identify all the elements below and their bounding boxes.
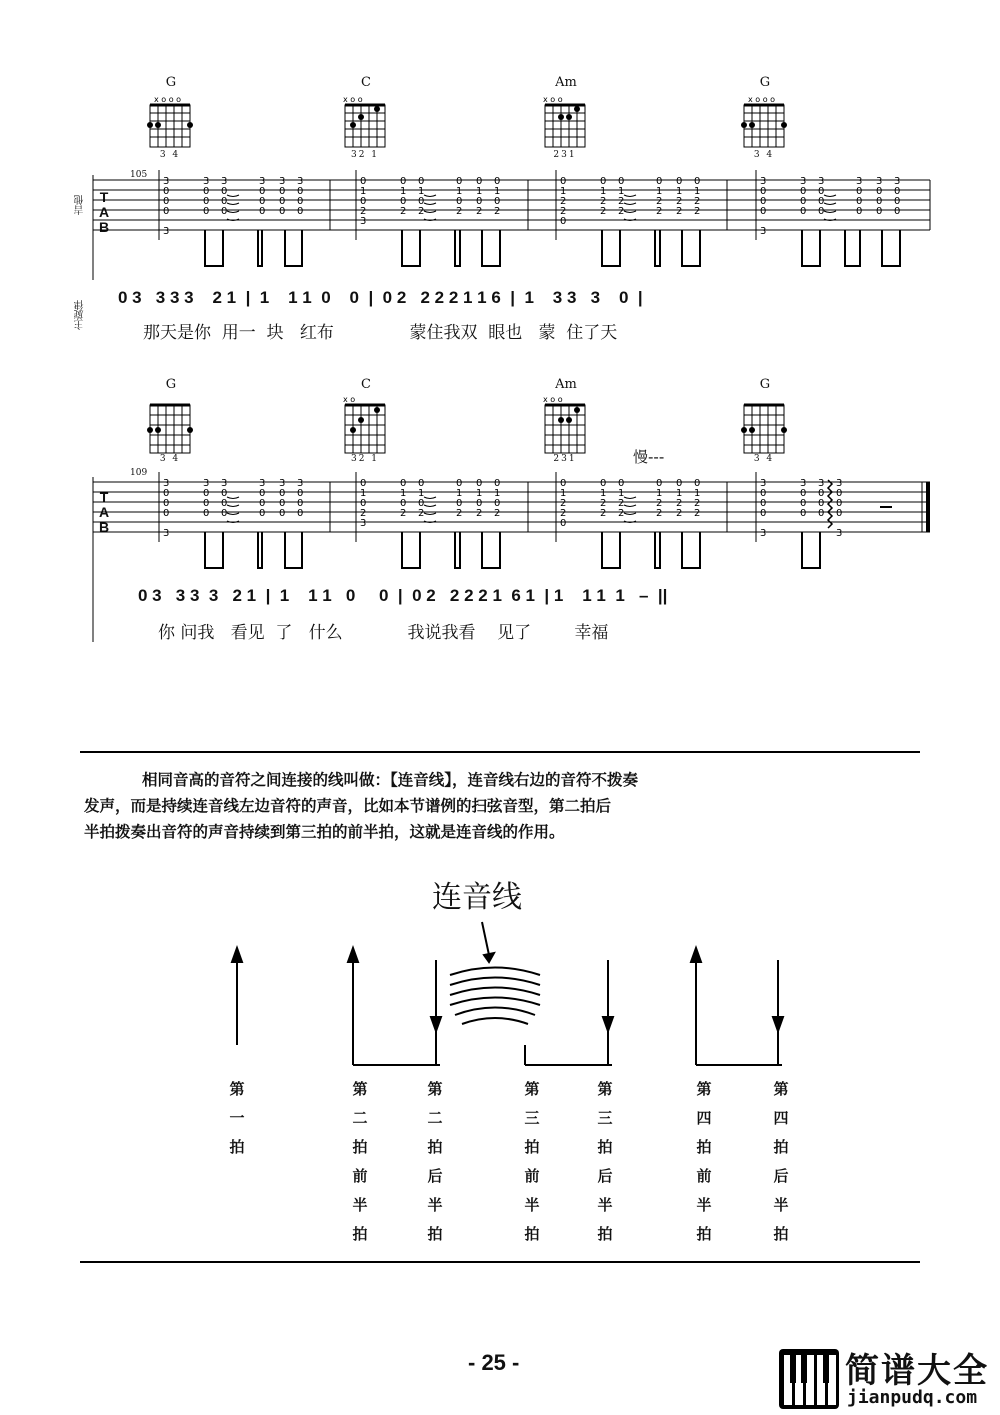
beat-char: 二 xyxy=(427,1109,443,1127)
beat-label xyxy=(694,1075,714,1249)
svg-text:0: 0 xyxy=(760,186,767,197)
svg-text:0: 0 xyxy=(279,196,286,207)
svg-text:0: 0 xyxy=(297,508,304,519)
system-2 xyxy=(0,372,1000,652)
beat-char: 拍 xyxy=(773,1138,789,1156)
beat-char: 拍 xyxy=(229,1138,245,1156)
svg-text:3: 3 xyxy=(836,528,843,539)
beat-char: 前 xyxy=(696,1167,712,1185)
chord-name: G xyxy=(759,377,771,392)
svg-text:0: 0 xyxy=(279,488,286,499)
explanation-line: 半拍拨奏出音符的声音持续到第三拍的前半拍，这就是连音线的作用。 xyxy=(84,823,565,841)
svg-text:0: 0 xyxy=(800,498,807,509)
svg-text:1: 1 xyxy=(600,488,607,499)
svg-text:0: 0 xyxy=(494,478,501,489)
beat-char: 拍 xyxy=(597,1138,613,1156)
chord-name: C xyxy=(361,75,371,90)
brand-logo xyxy=(777,1347,997,1411)
svg-text:0: 0 xyxy=(800,488,807,499)
beat-char: 拍 xyxy=(524,1225,540,1243)
svg-text:2: 2 xyxy=(494,508,501,519)
svg-text:3: 3 xyxy=(800,176,807,187)
svg-text:2: 2 xyxy=(618,498,625,509)
beat-char: 第 xyxy=(597,1080,613,1098)
svg-text:3: 3 xyxy=(163,478,170,489)
beat-char: 半 xyxy=(773,1196,789,1214)
svg-text:1: 1 xyxy=(456,488,463,499)
chord-fingering: 3 4 xyxy=(753,454,775,464)
svg-text:0: 0 xyxy=(836,488,843,499)
svg-text:0: 0 xyxy=(818,196,825,207)
svg-text:3: 3 xyxy=(163,176,170,187)
beat-char: 第 xyxy=(773,1080,789,1098)
tie-title: 连音线 xyxy=(432,880,522,915)
svg-text:0: 0 xyxy=(259,196,266,207)
svg-text:1: 1 xyxy=(418,488,425,499)
brand-title: 简谱大全 xyxy=(845,1351,989,1391)
svg-text:0: 0 xyxy=(418,196,425,207)
svg-text:0: 0 xyxy=(400,498,407,509)
beat-char: 拍 xyxy=(597,1225,613,1243)
svg-text:3: 3 xyxy=(279,478,286,489)
svg-text:0: 0 xyxy=(818,498,825,509)
beat-char: 前 xyxy=(524,1167,540,1185)
chord-name: Am xyxy=(555,377,577,392)
lyrics-row: 那天是你 用一 块 红布 蒙住我双 眼也 蒙 住了天 xyxy=(143,323,618,343)
svg-text:0: 0 xyxy=(297,196,304,207)
svg-text:2: 2 xyxy=(360,508,367,519)
beat-char: 前 xyxy=(352,1167,368,1185)
svg-text:x o o: x o o xyxy=(543,395,563,404)
svg-text:2: 2 xyxy=(560,498,567,509)
tab-letter: T xyxy=(99,489,109,505)
tab-letter: A xyxy=(98,204,110,220)
svg-text:0: 0 xyxy=(494,196,501,207)
svg-text:3: 3 xyxy=(203,176,210,187)
svg-text:0: 0 xyxy=(360,176,367,187)
svg-text:0: 0 xyxy=(876,206,883,217)
chord-fingering: 3 4 xyxy=(159,454,181,464)
svg-text:2: 2 xyxy=(456,508,463,519)
svg-text:0: 0 xyxy=(456,498,463,509)
svg-text:1: 1 xyxy=(656,488,663,499)
svg-text:2: 2 xyxy=(618,196,625,207)
svg-text:3: 3 xyxy=(297,478,304,489)
svg-text:0: 0 xyxy=(163,488,170,499)
chord-name: G xyxy=(165,377,177,392)
svg-text:3: 3 xyxy=(760,478,767,489)
svg-text:2: 2 xyxy=(694,498,701,509)
svg-text:0: 0 xyxy=(560,216,567,227)
beat-char: 拍 xyxy=(352,1138,368,1156)
chord-diagram-g2 xyxy=(741,95,787,147)
svg-text:0: 0 xyxy=(456,478,463,489)
beat-char: 半 xyxy=(427,1196,443,1214)
svg-text:1: 1 xyxy=(494,488,501,499)
beat-char: 拍 xyxy=(427,1225,443,1243)
svg-text:0: 0 xyxy=(221,488,228,499)
svg-text:0: 0 xyxy=(360,196,367,207)
svg-text:0: 0 xyxy=(279,206,286,217)
svg-text:0: 0 xyxy=(418,498,425,509)
svg-text:1: 1 xyxy=(618,186,625,197)
jianpu-row: 0 3 3 3 3 2 1 | 1 1 1 0 0 | 0 2 2 2 2 1 1 6 | 1 3 3 3 0 | xyxy=(118,288,643,307)
svg-text:3: 3 xyxy=(163,226,170,237)
svg-text:1: 1 xyxy=(676,488,683,499)
svg-text:0: 0 xyxy=(259,498,266,509)
svg-text:0: 0 xyxy=(800,196,807,207)
svg-text:0: 0 xyxy=(560,176,567,187)
svg-text:0: 0 xyxy=(163,186,170,197)
svg-text:0: 0 xyxy=(560,518,567,529)
beat-char: 拍 xyxy=(773,1225,789,1243)
lyrics-row: 你 问我 看见 了 什么 我说我看 见了 幸福 xyxy=(158,623,609,643)
svg-text:0: 0 xyxy=(656,176,663,187)
chord-fingering: 32 1 xyxy=(350,150,380,160)
tab-staff xyxy=(0,170,1000,280)
svg-text:0: 0 xyxy=(259,508,266,519)
beat-labels xyxy=(0,1075,1000,1255)
beat-char: 后 xyxy=(427,1167,443,1185)
tie-diagram xyxy=(0,900,1000,1080)
svg-text:0: 0 xyxy=(676,478,683,489)
svg-text:0: 0 xyxy=(203,498,210,509)
chord-name: G xyxy=(759,75,771,90)
svg-text:0: 0 xyxy=(856,206,863,217)
svg-text:0: 0 xyxy=(297,206,304,217)
svg-text:0: 0 xyxy=(694,176,701,187)
svg-text:2: 2 xyxy=(676,206,683,217)
svg-text:0: 0 xyxy=(856,186,863,197)
svg-text:1: 1 xyxy=(476,488,483,499)
svg-text:0: 0 xyxy=(297,186,304,197)
beat-char: 拍 xyxy=(352,1225,368,1243)
beat-char: 后 xyxy=(597,1167,613,1185)
brand-url: jianpudq.com xyxy=(847,1387,978,1408)
svg-text:2: 2 xyxy=(456,206,463,217)
svg-text:2: 2 xyxy=(560,196,567,207)
chord-fingering: 3 4 xyxy=(159,150,181,160)
svg-text:1: 1 xyxy=(400,186,407,197)
svg-text:0: 0 xyxy=(694,478,701,489)
svg-text:1: 1 xyxy=(676,186,683,197)
svg-text:3: 3 xyxy=(760,226,767,237)
chord-fingering: 231 xyxy=(553,454,577,464)
tempo-mark: 慢--- xyxy=(633,448,665,466)
svg-text:3: 3 xyxy=(203,478,210,489)
svg-text:3: 3 xyxy=(876,176,883,187)
svg-text:0: 0 xyxy=(560,478,567,489)
svg-text:3: 3 xyxy=(297,176,304,187)
svg-text:0: 0 xyxy=(259,206,266,217)
tab-staff xyxy=(0,472,1000,642)
svg-text:1: 1 xyxy=(418,186,425,197)
beat-char: 半 xyxy=(696,1196,712,1214)
svg-text:0: 0 xyxy=(400,196,407,207)
svg-text:0: 0 xyxy=(279,498,286,509)
svg-text:1: 1 xyxy=(618,488,625,499)
chord-diagram-c xyxy=(343,95,385,147)
beat-char: 拍 xyxy=(696,1138,712,1156)
beat-char: 第 xyxy=(427,1080,443,1098)
svg-text:0: 0 xyxy=(360,478,367,489)
svg-text:0: 0 xyxy=(418,176,425,187)
svg-text:0: 0 xyxy=(836,498,843,509)
piano-keys-icon xyxy=(777,1347,841,1411)
svg-text:0: 0 xyxy=(618,176,625,187)
svg-text:2: 2 xyxy=(676,498,683,509)
svg-text:1: 1 xyxy=(600,186,607,197)
svg-text:3: 3 xyxy=(259,176,266,187)
chord-diagram-g1 xyxy=(147,95,193,147)
svg-text:0: 0 xyxy=(818,488,825,499)
svg-text:1: 1 xyxy=(560,186,567,197)
svg-text:1: 1 xyxy=(694,488,701,499)
svg-text:3: 3 xyxy=(856,176,863,187)
chord-diagram-am xyxy=(543,95,585,147)
svg-text:0: 0 xyxy=(221,508,228,519)
svg-text:1: 1 xyxy=(494,186,501,197)
beat-char: 拍 xyxy=(427,1138,443,1156)
svg-text:x o o: x o o xyxy=(343,95,363,104)
svg-text:2: 2 xyxy=(600,508,607,519)
tab-letter: B xyxy=(98,519,110,535)
svg-text:2: 2 xyxy=(656,196,663,207)
beat-label xyxy=(350,1075,370,1249)
svg-text:2: 2 xyxy=(656,206,663,217)
beat-char: 三 xyxy=(597,1109,613,1127)
svg-text:2: 2 xyxy=(560,206,567,217)
beat-char: 半 xyxy=(524,1196,540,1214)
svg-text:0: 0 xyxy=(760,498,767,509)
svg-text:0: 0 xyxy=(656,478,663,489)
svg-text:x o o: x o o xyxy=(543,95,563,104)
page-number: - 25 - xyxy=(468,1350,520,1375)
svg-text:0: 0 xyxy=(800,508,807,519)
svg-text:0: 0 xyxy=(760,206,767,217)
svg-text:0: 0 xyxy=(221,206,228,217)
svg-text:0: 0 xyxy=(800,186,807,197)
svg-text:2: 2 xyxy=(676,508,683,519)
svg-text:0: 0 xyxy=(600,176,607,187)
tab-letter: A xyxy=(98,504,110,520)
svg-text:2: 2 xyxy=(476,206,483,217)
svg-text:0: 0 xyxy=(856,196,863,207)
svg-text:2: 2 xyxy=(656,498,663,509)
svg-text:0: 0 xyxy=(297,488,304,499)
svg-text:0: 0 xyxy=(800,206,807,217)
svg-text:3: 3 xyxy=(259,478,266,489)
svg-text:0: 0 xyxy=(476,176,483,187)
svg-text:2: 2 xyxy=(694,508,701,519)
svg-text:0: 0 xyxy=(259,186,266,197)
svg-text:0: 0 xyxy=(163,206,170,217)
beat-char: 拍 xyxy=(524,1138,540,1156)
svg-text:0: 0 xyxy=(203,186,210,197)
svg-text:1: 1 xyxy=(560,488,567,499)
svg-text:3: 3 xyxy=(800,478,807,489)
explanation-line: 相同音高的音符之间连接的线叫做：【连音线】，连音线右边的音符不拨奏 xyxy=(142,771,639,789)
svg-text:1: 1 xyxy=(694,186,701,197)
tab-letter: B xyxy=(98,219,110,235)
svg-text:0: 0 xyxy=(818,186,825,197)
svg-text:3: 3 xyxy=(279,176,286,187)
svg-text:0: 0 xyxy=(163,508,170,519)
beat-label xyxy=(595,1075,615,1249)
svg-text:1: 1 xyxy=(476,186,483,197)
guitar-label: 吉他 xyxy=(75,195,86,215)
divider-bottom xyxy=(80,1261,920,1263)
svg-text:0: 0 xyxy=(494,498,501,509)
chord-name: Am xyxy=(555,75,577,90)
svg-text:1: 1 xyxy=(656,186,663,197)
beat-char: 一 xyxy=(229,1109,245,1127)
beat-label xyxy=(522,1075,542,1249)
svg-text:0: 0 xyxy=(676,176,683,187)
beat-char: 半 xyxy=(597,1196,613,1214)
svg-text:2: 2 xyxy=(600,498,607,509)
svg-text:0: 0 xyxy=(203,206,210,217)
measure-number: 109 xyxy=(130,468,148,478)
svg-text:3: 3 xyxy=(163,528,170,539)
beat-char: 第 xyxy=(229,1080,245,1098)
svg-text:0: 0 xyxy=(418,478,425,489)
svg-text:2: 2 xyxy=(676,196,683,207)
svg-text:1: 1 xyxy=(360,488,367,499)
svg-text:0: 0 xyxy=(400,176,407,187)
beat-char: 第 xyxy=(524,1080,540,1098)
beat-label xyxy=(771,1075,791,1249)
measure-number: 105 xyxy=(130,170,148,180)
svg-text:0: 0 xyxy=(221,186,228,197)
beat-char: 四 xyxy=(696,1109,712,1127)
beat-char: 第 xyxy=(696,1080,712,1098)
chord-name: G xyxy=(165,75,177,90)
svg-text:1: 1 xyxy=(360,186,367,197)
melody-label: 主旋律 xyxy=(75,300,86,330)
svg-text:0: 0 xyxy=(760,488,767,499)
svg-text:0: 0 xyxy=(818,206,825,217)
svg-text:3: 3 xyxy=(360,216,367,227)
svg-text:0: 0 xyxy=(297,498,304,509)
svg-text:0: 0 xyxy=(476,498,483,509)
jianpu-row: 0 3 3 3 3 2 1 | 1 1 1 0 0 | 0 2 2 2 2 1 6 1 | 1 1 1 1 – || xyxy=(138,586,668,605)
beat-label xyxy=(425,1075,445,1249)
svg-text:3: 3 xyxy=(818,176,825,187)
svg-text:0: 0 xyxy=(760,508,767,519)
svg-text:3: 3 xyxy=(760,176,767,187)
svg-text:2: 2 xyxy=(560,508,567,519)
beat-char: 二 xyxy=(352,1109,368,1127)
beat-char: 后 xyxy=(773,1167,789,1185)
svg-text:0: 0 xyxy=(876,186,883,197)
svg-text:2: 2 xyxy=(618,206,625,217)
svg-text:0: 0 xyxy=(456,176,463,187)
tab-letter: T xyxy=(99,189,109,205)
svg-text:0: 0 xyxy=(836,508,843,519)
svg-text:0: 0 xyxy=(494,176,501,187)
svg-text:0: 0 xyxy=(163,498,170,509)
svg-text:0: 0 xyxy=(279,186,286,197)
svg-text:2: 2 xyxy=(694,196,701,207)
svg-text:0: 0 xyxy=(221,196,228,207)
svg-text:0: 0 xyxy=(203,196,210,207)
svg-text:2: 2 xyxy=(400,508,407,519)
svg-text:0: 0 xyxy=(894,186,901,197)
svg-text:3: 3 xyxy=(221,176,228,187)
svg-text:3: 3 xyxy=(360,518,367,529)
beat-char: 第 xyxy=(352,1080,368,1098)
svg-text:2: 2 xyxy=(418,508,425,519)
svg-text:0: 0 xyxy=(476,478,483,489)
svg-text:1: 1 xyxy=(400,488,407,499)
svg-text:0: 0 xyxy=(259,488,266,499)
svg-text:0: 0 xyxy=(894,196,901,207)
svg-text:0: 0 xyxy=(221,498,228,509)
svg-text:0: 0 xyxy=(203,508,210,519)
svg-text:3: 3 xyxy=(221,478,228,489)
svg-text:2: 2 xyxy=(618,508,625,519)
chord-fingering: 231 xyxy=(553,150,577,160)
svg-text:0: 0 xyxy=(818,508,825,519)
svg-text:3: 3 xyxy=(760,528,767,539)
divider-top xyxy=(80,751,920,753)
svg-text:3: 3 xyxy=(836,478,843,489)
svg-text:2: 2 xyxy=(494,206,501,217)
beat-char: 四 xyxy=(773,1109,789,1127)
svg-text:0: 0 xyxy=(476,196,483,207)
svg-text:2: 2 xyxy=(418,206,425,217)
svg-text:0: 0 xyxy=(876,196,883,207)
svg-text:x o o o: x o o o xyxy=(748,95,776,104)
svg-text:3: 3 xyxy=(818,478,825,489)
svg-text:3: 3 xyxy=(894,176,901,187)
explanation-text xyxy=(84,767,920,845)
beat-char: 半 xyxy=(352,1196,368,1214)
svg-text:1: 1 xyxy=(456,186,463,197)
svg-text:0: 0 xyxy=(618,478,625,489)
svg-text:0: 0 xyxy=(760,196,767,207)
svg-text:0: 0 xyxy=(400,478,407,489)
beat-label xyxy=(227,1075,247,1162)
svg-text:2: 2 xyxy=(360,206,367,217)
chord-fingering: 3 4 xyxy=(753,150,775,160)
beat-char: 三 xyxy=(524,1109,540,1127)
svg-text:2: 2 xyxy=(400,206,407,217)
svg-text:2: 2 xyxy=(600,196,607,207)
svg-text:0: 0 xyxy=(894,206,901,217)
svg-text:0: 0 xyxy=(163,196,170,207)
svg-text:x o: x o xyxy=(343,395,356,404)
svg-text:0: 0 xyxy=(203,488,210,499)
svg-text:x o o o: x o o o xyxy=(154,95,182,104)
svg-text:0: 0 xyxy=(600,478,607,489)
svg-text:2: 2 xyxy=(694,206,701,217)
svg-text:0: 0 xyxy=(360,498,367,509)
system-1 xyxy=(0,70,1000,350)
chord-fingering: 32 1 xyxy=(350,454,380,464)
chord-name: C xyxy=(361,377,371,392)
svg-text:2: 2 xyxy=(656,508,663,519)
beat-char: 拍 xyxy=(696,1225,712,1243)
svg-text:2: 2 xyxy=(600,206,607,217)
svg-text:2: 2 xyxy=(476,508,483,519)
svg-text:0: 0 xyxy=(456,196,463,207)
explanation-line: 发声，而是持续连音线左边音符的声音，比如本节谱例的扫弦音型，第二拍后 xyxy=(84,797,612,815)
svg-text:0: 0 xyxy=(279,508,286,519)
